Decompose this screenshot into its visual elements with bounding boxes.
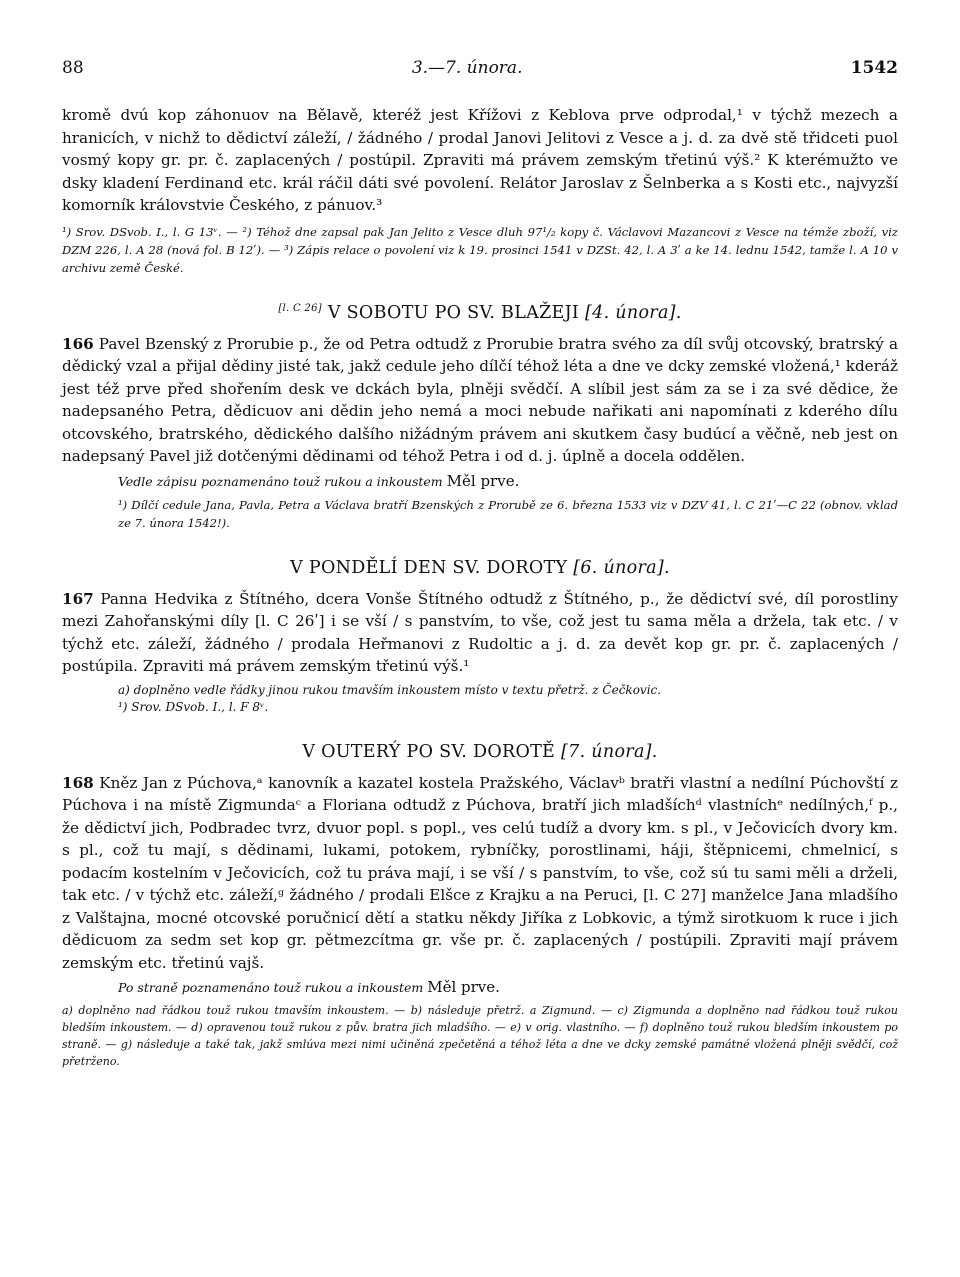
entry-text: Pavel Bzenský z Prorubie p., že od Petra odtudž z Prorubie bratra svého za díl svůj otcovský, bratrský a dědický vzal a přijal dědiny jisté tak, jakž cedule jeho dílčí téhož léta a dne ve dcky zemské vložená,¹ kderáž jest též prve před shořením desk ve dckách byla, plněji svědčí. A slíbil jest sám za se i za své dědice, že nadepsaného Petra, dědicuov ani dědin jeho nemá a moci nebude nařikati ani napomínati z kderého dílu otcovského, bratrského, dědického dalšího nižádným právem ani skutkem časy budúcí a věčně, neb jest on nadepsaný Pavel již dotčenými dědinami od téhož Petra i od d. j. úplně a docela oddělen. xyxy=(62,334,899,465)
entry-167 xyxy=(62,588,898,678)
page-header xyxy=(62,58,898,78)
heading-title: V PONDĚLÍ DEN SV. DOROTY xyxy=(290,557,568,578)
heading-title: V SOBOTU PO SV. BLAŽEJI xyxy=(327,302,580,323)
heading-date: [7. února]. xyxy=(561,741,658,762)
entry-number: 168 xyxy=(62,773,94,792)
header-date: 3.—7. února. xyxy=(411,58,523,78)
entry-text: Panna Hedvika z Štítného, dcera Vonše Štítného odtudž z Štítného, p., že dědictví své, díl porostliny mezi Zahořanskými díly [l. C 26ʹ] i se vší / s panstvím, to vše, což jest tu sama měla a držela, tak etc. / v týchž etc. záleží, žádného / prodala Heřmanovi z Rudoltic a j. d. za devět kop gr. pr. č. zaplacených / postúpila. Zpraviti má právem zemským třetinú výš.¹ xyxy=(62,589,898,675)
entry-number: 167 xyxy=(62,589,94,608)
heading-folio-ref: [l. C 26] xyxy=(278,302,322,314)
footnote-167-1: ¹) Srov. DSvob. I., l. F 8ᵛ. xyxy=(118,699,269,714)
heading-sobotu xyxy=(62,303,898,323)
entry-168 xyxy=(62,772,898,975)
entry-text: Kněz Jan z Púchova,ᵃ kanovník a kazatel kostela Pražského, Václavᵇ bratři vlastní a nedílní Púchovští z Púchova i na místě Zigmundaᶜ a Floriana odtudž z Púchova, bratří jich mladšíchᵈ vlastníchᵉ nedílných,ᶠ p., že dědictví jich, Podbradec tvrz, dvuor popl. s popl., ves celú tudíž a dvory km. s pl., v Ječovicích dvory km. s pl., což tu mají, s dědinami, lukami, potokem, rybníčky, porostlinami, háji, štěpnicemi, chmelnicí, s podacím kostelním v Ječovicích, což tu práva mají, i se vší / s panstvím, to vše, což sú tu sami měli a drželi, tak etc. / v týchž etc. záleží,ᵍ žádného / prodali Elšce z Krajku a na Peruci, [l. C 27] manželce Jana mladšího z Valštajna, mocné otcovské poručnicí dětí a statku někdy Jiříka z Lobkovic, a týmž sirotkuom k ruce i jich dědicuom za sedm set kop gr. pětmezcítma gr. vše pr. č. zaplacených / postúpili. Zpraviti mají právem zemským etc. třetinú vajš. xyxy=(62,773,899,972)
note-italic: Vedle zápisu poznamenáno touž rukou a inkoustem xyxy=(118,473,443,489)
document-page xyxy=(62,58,898,1081)
heading-date: [4. února]. xyxy=(585,302,682,323)
heading-outery xyxy=(62,742,898,762)
header-year: 1542 xyxy=(850,58,898,78)
entry-166 xyxy=(62,333,898,468)
footnote-166: ¹) Dílčí cedule Jana, Pavla, Petra a Václava bratří Bzenských z Prorubě ze 6. března 1533 viz v DZV 41, l. C 21ʹ—C 22 (obnov. vklad ze 7. února 1542!). xyxy=(118,497,898,530)
note-upright: Měl prve. xyxy=(446,471,520,490)
margin-note-168 xyxy=(118,978,898,996)
heading-title: V OUTERÝ PO SV. DOROTĚ xyxy=(302,741,556,762)
footnotes-168: a) doplněno nad řádkou touž rukou tmavším inkoustem. — b) následuje přetrž. a Zigmund. — c) Zigmunda a doplněno nad řádkou touž rukou bledším inkoustem. — d) opravenou touž rukou z pův. bratra jich mladšího. — e) v orig. vlastního. — f) doplněno touž rukou bledším inkoustem po straně. — g) následuje a také tak, jakž smlúva mezi nimi učiněná zpečetěná a téhož léta a dne ve dcky zemské památné vložená plněji svědčí, což přetrženo. xyxy=(62,1004,898,1068)
footnotes-1: ¹) Srov. DSvob. I., l. G 13ᵛ. — ²) Téhož dne zapsal pak Jan Jelito z Vesce dluh 97¹/₂ kopy č. Václavovi Mazancovi z Vesce na témže zboží, viz DZM 226, l. A 28 (nová fol. B 12ʹ). — ³) Zápis relace o povolení viz k 19. prosinci 1541 v DZSt. 42, l. A 3ʹ a ke 14. lednu 1542, tamže l. A 10 v archivu země České. xyxy=(62,224,898,275)
entry-number: 166 xyxy=(62,334,94,353)
footnote-167-a: a) doplněno vedle řádky jinou rukou tmavším inkoustem místo v textu přetrž. z Čečkovic. xyxy=(118,682,662,697)
heading-pondeli xyxy=(62,558,898,578)
heading-date: [6. února]. xyxy=(573,557,670,578)
page-number: 88 xyxy=(62,58,84,78)
note-italic: Po straně poznamenáno touž rukou a inkoustem xyxy=(118,980,424,995)
paragraph-continuation: kromě dvú kop záhonuov na Bělavě, kteréž jest Křížovi z Keblova prve odprodal,¹ v týchž mezech a hranicích, v nichž to dědictví záleží, / žádného / prodal Janovi Jelitovi z Vesce a j. d. za dvě stě třidceti puol vosmý kopy gr. pr. č. zaplacených / postúpil. Zpraviti má právem zemským třetinú výš.² K kterémužto ve dsky kladení Ferdinand etc. král ráčil dáti své povolení. Relátor Jaroslav z Šelnberka a s Kosti etc., najvyzší komorník královstvie Českého, z pánuov.³ xyxy=(62,106,898,214)
margin-note-166 xyxy=(118,472,898,490)
note-upright: Měl prve. xyxy=(427,978,500,996)
